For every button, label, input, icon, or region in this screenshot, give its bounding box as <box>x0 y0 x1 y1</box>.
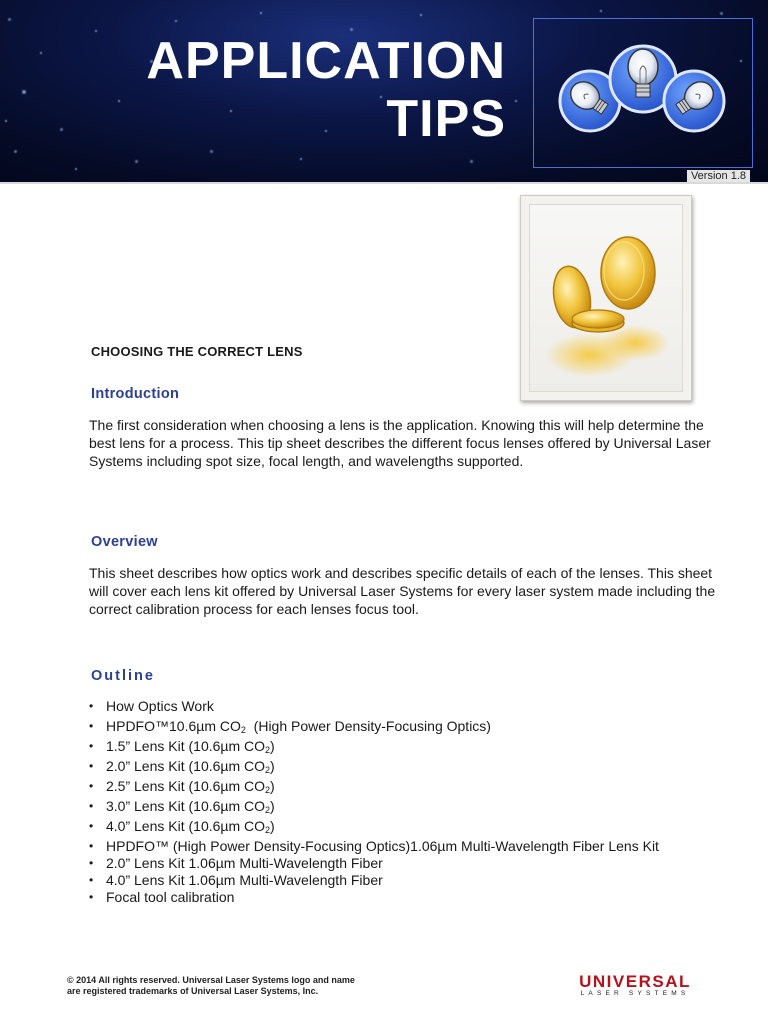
outline-item-subscript: 2 <box>265 825 271 835</box>
banner-title-line2: TIPS <box>386 90 506 148</box>
outline-list <box>88 697 659 905</box>
introduction-heading: Introduction <box>91 386 180 402</box>
bokeh-dot <box>75 168 77 170</box>
overview-heading: Overview <box>91 534 158 550</box>
outline-item <box>88 777 659 797</box>
outline-item-text: 2.0” Lens Kit (10.6µm CO <box>106 758 266 774</box>
banner-title <box>0 32 506 148</box>
bokeh-dot <box>8 18 11 21</box>
outline-item: • How Optics Work <box>88 697 659 717</box>
outline-item-subscript: 2 <box>240 725 246 735</box>
outline-item-subscript: 2 <box>265 805 271 815</box>
lightbulb-badge <box>533 18 753 168</box>
outline-item-subscript: 2 <box>265 745 271 755</box>
universal-logo <box>566 973 704 997</box>
header-banner <box>0 0 768 182</box>
bokeh-dot <box>720 12 723 15</box>
outline-item <box>88 717 659 737</box>
bokeh-dot <box>350 28 353 31</box>
logo-subtitle: LASER SYSTEMS <box>580 990 690 997</box>
outline-item-text: HPDFO™10.6µm CO <box>106 718 241 734</box>
outline-item-text: ) <box>270 758 275 774</box>
header-divider <box>0 182 768 184</box>
outline-item-subscript: 2 <box>265 765 271 775</box>
lens-photo <box>520 195 692 401</box>
bokeh-dot <box>210 150 213 153</box>
bokeh-dot <box>470 160 473 163</box>
outline-item-text: ) <box>270 818 275 834</box>
outline-item-subscript: 2 <box>265 785 271 795</box>
outline-item <box>88 797 659 817</box>
outline-heading: Outline <box>91 668 155 684</box>
bokeh-dot <box>300 158 302 160</box>
bokeh-dot <box>515 100 517 102</box>
introduction-text: The first consideration when choosing a lens is the application. Knowing this will help determine the best lens for a process. This tip sheet describes the different focus lenses offered by Universal Laser Systems including spot size, focal length, and wavelengths supported. <box>89 417 711 469</box>
outline-item-text: 4.0” Lens Kit (10.6µm CO <box>106 818 266 834</box>
bokeh-dot <box>135 160 138 163</box>
bokeh-dot <box>600 10 602 12</box>
bokeh-dot <box>420 14 422 16</box>
document-title: CHOOSING THE CORRECT LENS <box>91 344 303 359</box>
outline-item-text: ) <box>270 738 275 754</box>
outline-item: • Focal tool calibration <box>88 888 659 905</box>
outline-item: • 4.0” Lens Kit 1.06µm Multi-Wavelength Fiber <box>88 871 659 888</box>
outline-item <box>88 757 659 777</box>
outline-item-text: ) <box>270 778 275 794</box>
version-label: Version 1.8 <box>687 170 750 182</box>
outline-item-text: ) <box>270 798 275 814</box>
banner-title-line1: APPLICATION <box>146 32 506 90</box>
outline-item <box>88 817 659 837</box>
outline-item-text: (High Power Density-Focusing Optics) <box>245 718 491 734</box>
logo-wordmark: UNIVERSAL <box>579 972 691 991</box>
bokeh-dot <box>14 150 17 153</box>
outline-item <box>88 737 659 757</box>
outline-item-text: 3.0” Lens Kit (10.6µm CO <box>106 798 266 814</box>
lenses-illustration <box>530 205 682 391</box>
outline-item: • HPDFO™ (High Power Density-Focusing Optics)1.06µm Multi-Wavelength Fiber Lens Kit <box>88 837 659 854</box>
lens-photo-image <box>529 204 683 392</box>
overview-text: This sheet describes how optics work and describes specific details of each of the lenses. This sheet will cover each lens kit offered by Universal Laser Systems for every laser system made including the correct calibration process for each lenses focus tool. <box>89 565 716 617</box>
outline-item-text: 2.5” Lens Kit (10.6µm CO <box>106 778 266 794</box>
bokeh-dot <box>175 20 177 22</box>
outline-item-text: 1.5” Lens Kit (10.6µm CO <box>106 738 266 754</box>
lightbulbs-icon <box>534 19 752 167</box>
bokeh-dot <box>260 12 262 14</box>
copyright-notice: © 2014 All rights reserved. Universal Laser Systems logo and name are registered trademarks of Universal Laser Systems, Inc. <box>67 975 355 996</box>
outline-item: • 2.0” Lens Kit 1.06µm Multi-Wavelength Fiber <box>88 854 659 871</box>
